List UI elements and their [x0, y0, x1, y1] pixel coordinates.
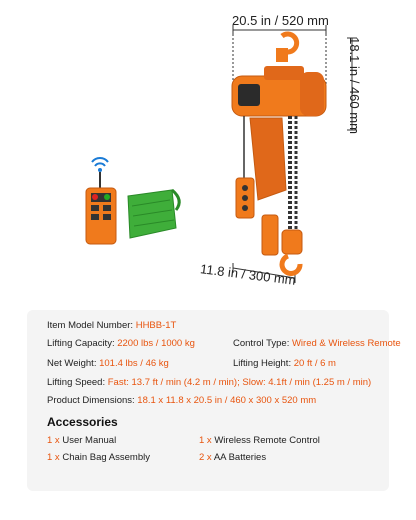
spec-control-type: Control Type: Wired & Wireless Remote	[233, 338, 401, 349]
electric-chain-hoist	[232, 34, 326, 273]
accessory-item: 1 x User Manual	[47, 435, 117, 446]
accessory-item: 2 x AA Batteries	[199, 452, 267, 463]
spec-lifting-speed: Lifting Speed: Fast: 13.7 ft / min (4.2 m / min); Slow: 4.1ft / min (1.25 m / min)	[47, 377, 372, 388]
wireless-remote	[86, 158, 116, 244]
spec-net-weight: Net Weight: 101.4 lbs / 46 kg	[47, 358, 169, 369]
depth-dimension-label: 11.8 in / 300 mm	[199, 261, 297, 288]
height-dimension-text: 18.1 in / 460 mm	[346, 37, 362, 134]
chain-bag-strap	[128, 190, 179, 238]
height-dimension-label	[342, 38, 364, 133]
spec-capacity: Lifting Capacity: 2200 lbs / 1000 kg	[47, 338, 195, 349]
width-dimension-label: 20.5 in / 520 mm	[232, 13, 329, 28]
accessories-heading: Accessories	[47, 415, 118, 429]
spec-dimensions: Product Dimensions: 18.1 x 11.8 x 20.5 in / 460 x 300 x 520 mm	[47, 395, 317, 406]
specification-panel	[27, 310, 401, 491]
accessory-item: 1 x Chain Bag Assembly	[47, 452, 150, 463]
accessory-item: 1 x Wireless Remote Control	[199, 435, 320, 446]
spec-model: Item Model Number: HHBB-1T	[47, 320, 177, 331]
spec-lifting-height: Lifting Height: 20 ft / 6 m	[233, 358, 336, 369]
